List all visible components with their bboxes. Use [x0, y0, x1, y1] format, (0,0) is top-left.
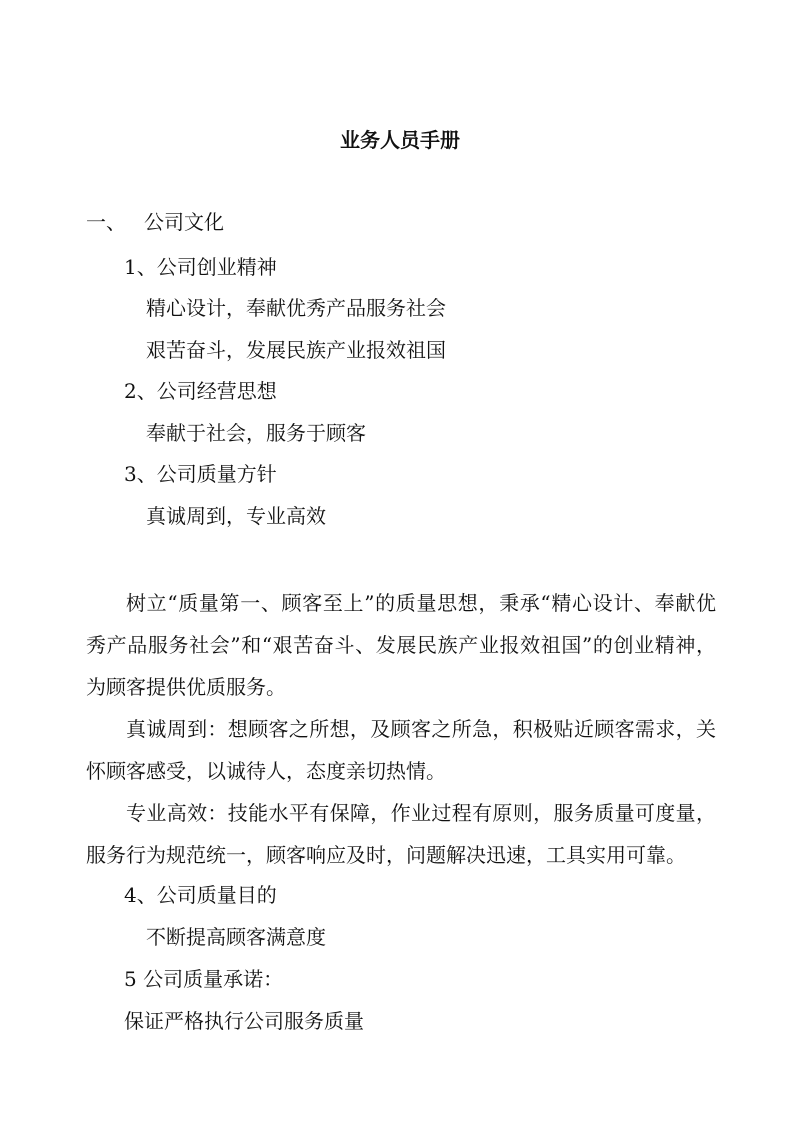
section-number: 一、: [86, 210, 126, 234]
item-heading-1: 1、公司创业精神: [124, 255, 277, 279]
item-line-1-2: 艰苦奋斗，发展民族产业报效祖国: [146, 338, 446, 362]
item-line-3-1: 真诚周到，专业高效: [146, 504, 326, 528]
item-line-1-1: 精心设计，奉献优秀产品服务社会: [146, 296, 446, 320]
section-title: 公司文化: [144, 210, 224, 234]
paragraph-professional: 专业高效：技能水平有保障，作业过程有原则，服务质量可度量，服务行为规范统一，顾客响应及时，问题解决迅速，工具实用可靠。: [86, 801, 716, 867]
paragraph-sincere: 真诚周到：想顾客之所想，及顾客之所急，积极贴近顾客需求，关怀顾客感受，以诚待人，态度亲切热情。: [86, 717, 716, 783]
item-heading-5: 5 公司质量承诺：: [124, 967, 284, 991]
item-heading-2: 2、公司经营思想: [124, 379, 277, 403]
page-title: 业务人员手册: [340, 128, 460, 152]
item-heading-3: 3、公司质量方针: [124, 462, 277, 486]
item-line-4-1: 不断提高顾客满意度: [146, 925, 326, 949]
item-heading-4: 4、公司质量目的: [124, 883, 277, 907]
item-line-5-1: 保证严格执行公司服务质量: [124, 1009, 364, 1033]
paragraph-culture: 树立“质量第一、顾客至上”的质量思想，秉承“精心设计、奉献优秀产品服务社会”和“艰苦奋斗、发展民族产业报效祖国”的创业精神，为顾客提供优质服务。: [86, 591, 716, 699]
item-line-2-1: 奉献于社会，服务于顾客: [146, 421, 366, 445]
